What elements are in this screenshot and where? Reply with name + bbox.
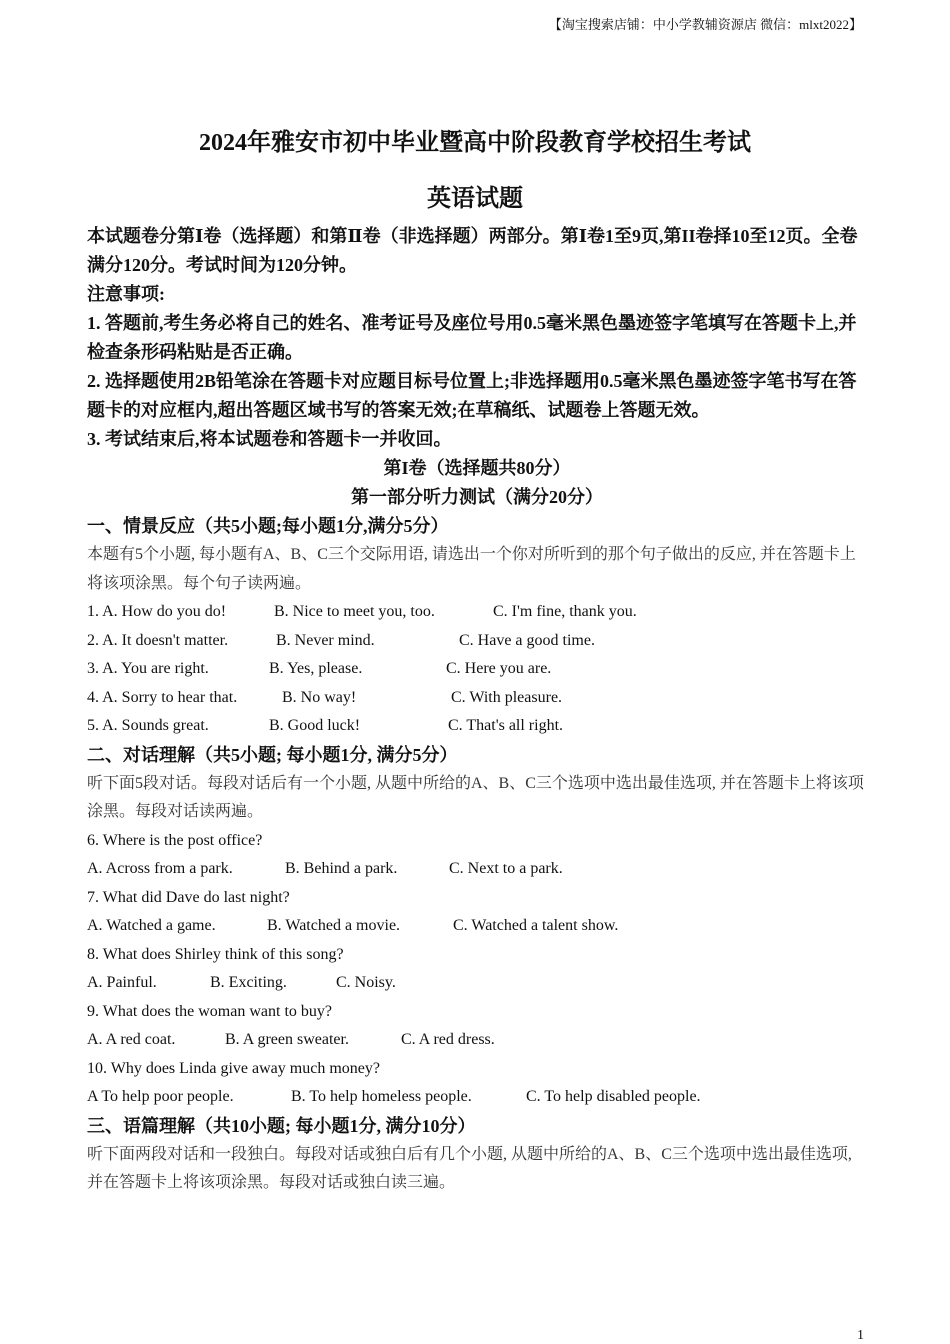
option-a: A. Painful. xyxy=(87,974,157,991)
page-number: 1 xyxy=(857,1328,864,1343)
exam-subtitle: 英语试题 xyxy=(427,186,523,212)
option-c: C. I'm fine, thank you. xyxy=(493,603,637,620)
notes-heading: 注意事项: xyxy=(87,284,165,304)
note-item: 3. 考试结束后,将本试题卷和答题卡一并收回。 xyxy=(87,429,452,449)
section3-instruction: 听下面两段对话和一段独白。每段对话或独白后有几个小题, 从题中所给的A、B、C三个选项中选出最佳选项, 并在答题卡上将该项涂黑。每段对话或独白读三遍。 xyxy=(87,1145,852,1191)
note-item: 2. 选择题使用2B铅笔涂在答题卡对应题目标号位置上;非选择题用0.5毫米黑色墨迹签字笔书写在答题卡的对应框内,超出答题区域书写的答案无效;在草稿纸、试题卷上答题无效。 xyxy=(87,371,857,420)
option-b: B. Nice to meet you, too. xyxy=(274,603,435,620)
question-text: 10. Why does Linda give away much money? xyxy=(87,1059,380,1077)
option-b: B. A green sweater. xyxy=(225,1031,349,1048)
option-c: C. Here you are. xyxy=(446,660,552,677)
question-row xyxy=(87,627,867,656)
question-text: 7. What did Dave do last night? xyxy=(87,888,290,906)
option-b: B. Watched a movie. xyxy=(267,917,401,934)
option-c: C. Next to a park. xyxy=(449,860,563,877)
option-c: C. With pleasure. xyxy=(451,688,563,706)
options-row xyxy=(87,1026,867,1055)
options-row xyxy=(87,969,867,998)
section3-heading: 三、语篇理解（共10小题; 每小题1分, 满分10分） xyxy=(87,1115,476,1136)
option-b: B. To help homeless people. xyxy=(291,1088,472,1105)
options-row xyxy=(87,1083,867,1112)
option-b: B. Yes, please. xyxy=(269,660,363,677)
option-b: B. Good luck! xyxy=(269,717,361,734)
section1-heading: 一、情景反应（共5小题;每小题1分,满分5分） xyxy=(87,516,449,536)
question-row xyxy=(87,684,867,713)
option-b: B. No way! xyxy=(282,688,357,706)
option-a: 2. A. It doesn't matter. xyxy=(87,631,229,649)
part-heading: 第一部分听力测试（满分20分） xyxy=(351,487,603,507)
option-c: C. Watched a talent show. xyxy=(453,917,619,934)
option-a: 3. A. You are right. xyxy=(87,660,209,677)
question-row xyxy=(87,712,867,741)
question-text: 9. What does the woman want to buy? xyxy=(87,1002,332,1020)
exam-content xyxy=(87,222,867,1198)
question-row xyxy=(87,598,867,627)
option-b: B. Behind a park. xyxy=(285,860,398,877)
option-b: B. Never mind. xyxy=(276,631,375,649)
note-item: 1. 答题前,考生务必将自己的姓名、准考证号及座位号用0.5毫米黑色墨迹签字笔填写在答题卡上,并检查条形码粘贴是否正确。 xyxy=(87,313,857,362)
option-a: A. Across from a park. xyxy=(87,860,233,877)
volume-heading: 第I卷（选择题共80分） xyxy=(383,458,571,478)
section1-instruction: 本题有5个小题, 每小题有A、B、C三个交际用语, 请选出一个你对所听到的那个句子做出的反应, 并在答题卡上将该项涂黑。每个句子读两遍。 xyxy=(87,546,856,592)
option-a: 5. A. Sounds great. xyxy=(87,717,209,734)
option-a: A To help poor people. xyxy=(87,1088,234,1105)
question-row xyxy=(87,655,867,684)
option-c: C. To help disabled people. xyxy=(526,1088,701,1105)
option-b: B. Exciting. xyxy=(210,974,287,991)
options-row xyxy=(87,912,867,941)
section2-instruction: 听下面5段对话。每段对话后有一个小题, 从题中所给的A、B、C三个选项中选出最佳选项, 并在答题卡上将该项涂黑。每段对话读两遍。 xyxy=(87,774,864,820)
option-c: C. Have a good time. xyxy=(459,631,595,649)
intro-text: 本试题卷分第Ⅰ卷（选择题）和第Ⅱ卷（非选择题）两部分。第Ⅰ卷1至9页,第II卷择10至12页。全卷满分120分。考试时间为120分钟。 xyxy=(87,226,858,275)
option-a: 1. A. How do you do! xyxy=(87,603,227,620)
header-note: 【淘宝搜索店铺：中小学教辅资源店 微信：mlxt2022】 xyxy=(548,17,862,32)
option-c: C. That's all right. xyxy=(448,717,564,734)
option-a: A. A red coat. xyxy=(87,1031,176,1048)
option-a: 4. A. Sorry to hear that. xyxy=(87,688,238,706)
option-c: C. A red dress. xyxy=(401,1031,495,1048)
question-text: 8. What does Shirley think of this song? xyxy=(87,945,344,963)
section2-heading: 二、对话理解（共5小题; 每小题1分, 满分5分） xyxy=(87,744,458,765)
options-row xyxy=(87,855,867,884)
exam-title: 2024年雅安市初中毕业暨高中阶段教育学校招生考试 xyxy=(199,130,751,156)
option-c: C. Noisy. xyxy=(336,974,396,991)
question-text: 6. Where is the post office? xyxy=(87,831,263,849)
option-a: A. Watched a game. xyxy=(87,917,216,934)
